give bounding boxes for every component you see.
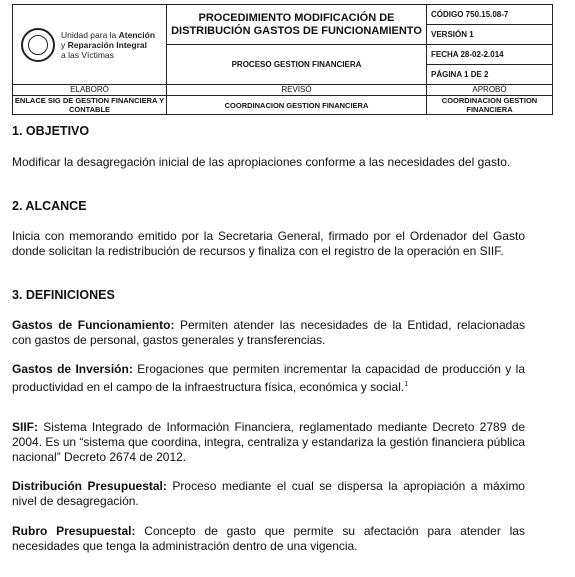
aprobo-value: COORDINACION GESTION FINANCIERA — [427, 96, 553, 115]
definition-term: Gastos de Inversión: — [12, 362, 133, 376]
definition-siif — [12, 420, 525, 465]
aprobo-label: APROBÓ — [427, 85, 553, 96]
definition-term: SIIF: — [12, 420, 38, 434]
elaboro-label: ELABORÓ — [13, 85, 167, 96]
definition-term: Gastos de Funcionamiento: — [12, 318, 175, 332]
coat-of-arms-icon — [21, 28, 55, 62]
section-definiciones-title: 3. DEFINICIONES — [12, 288, 115, 302]
reviso-label: REVISÓ — [167, 85, 427, 96]
definition-gastos-funcionamiento — [12, 318, 525, 348]
logo-cell — [13, 5, 167, 85]
definition-text: Permiten atender las necesidades de la Entidad, relacionadas con gastos de personal, gastos generales y transferencias. — [12, 318, 525, 347]
definition-text: Concepto de gasto que permite su afectación para atender las necesidades que tenga la administración dentro de una vigencia. — [12, 524, 525, 553]
document-date: FECHA 28-02-2.014 — [427, 45, 553, 65]
document-version: VERSIÓN 1 — [427, 25, 553, 45]
document-header-table — [12, 4, 553, 115]
definition-text: Proceso mediante el cual se dispersa la apropiación a máximo nivel de desagregación. — [12, 479, 525, 508]
footnote-marker: 1 — [404, 381, 409, 388]
definition-term: Rubro Presupuestal: — [12, 524, 136, 538]
definition-text: Erogaciones que permiten incrementar la capacidad de producción y la productividad en el campo de la infraestructura física, económica y social. — [12, 362, 525, 394]
reviso-value: COORDINACION GESTION FINANCIERA — [167, 96, 427, 115]
institution-name: Unidad para la Atención y Reparación Integral a las Víctimas — [61, 29, 156, 60]
section-objetivo-text: Modificar la desagregación inicial de las apropiaciones conforme a las necesidades del gasto. — [12, 155, 511, 169]
definition-distribucion-presupuestal — [12, 479, 525, 509]
process-name: PROCESO GESTION FINANCIERA — [167, 45, 427, 85]
document-code: CÓDIGO 750.15.08-7 — [427, 5, 553, 25]
procedure-title: PROCEDIMIENTO MODIFICACIÓN DE DISTRIBUCIÓN GASTOS DE FUNCIONAMIENTO — [167, 5, 427, 45]
section-alcance-text: Inicia con memorando emitido por la Secretaria General, firmado por el Ordenador del Gasto donde solicitan la redistribución de recursos y finaliza con el registro de la operación en SIIF. — [12, 229, 525, 258]
definition-rubro-presupuestal — [12, 524, 525, 554]
definition-text: Sistema Integrado de Información Financiera, reglamentado mediante Decreto 2789 de 2004. Es un “sistema que coordina, integra, centraliza y estandariza la gestión financiera pública nacional” Decreto 2674 de 2012. — [12, 420, 525, 464]
section-objetivo-title: 1. OBJETIVO — [12, 124, 90, 138]
definition-term: Distribución Presupuestal: — [12, 479, 167, 493]
institution-logo — [13, 28, 166, 62]
elaboro-value: ENLACE SIG DE GESTION FINANCIERA Y CONTABLE — [13, 96, 167, 115]
section-alcance-title: 2. ALCANCE — [12, 199, 87, 213]
definition-gastos-inversion — [12, 362, 525, 395]
page-number: PÁGINA 1 DE 2 — [427, 65, 553, 85]
